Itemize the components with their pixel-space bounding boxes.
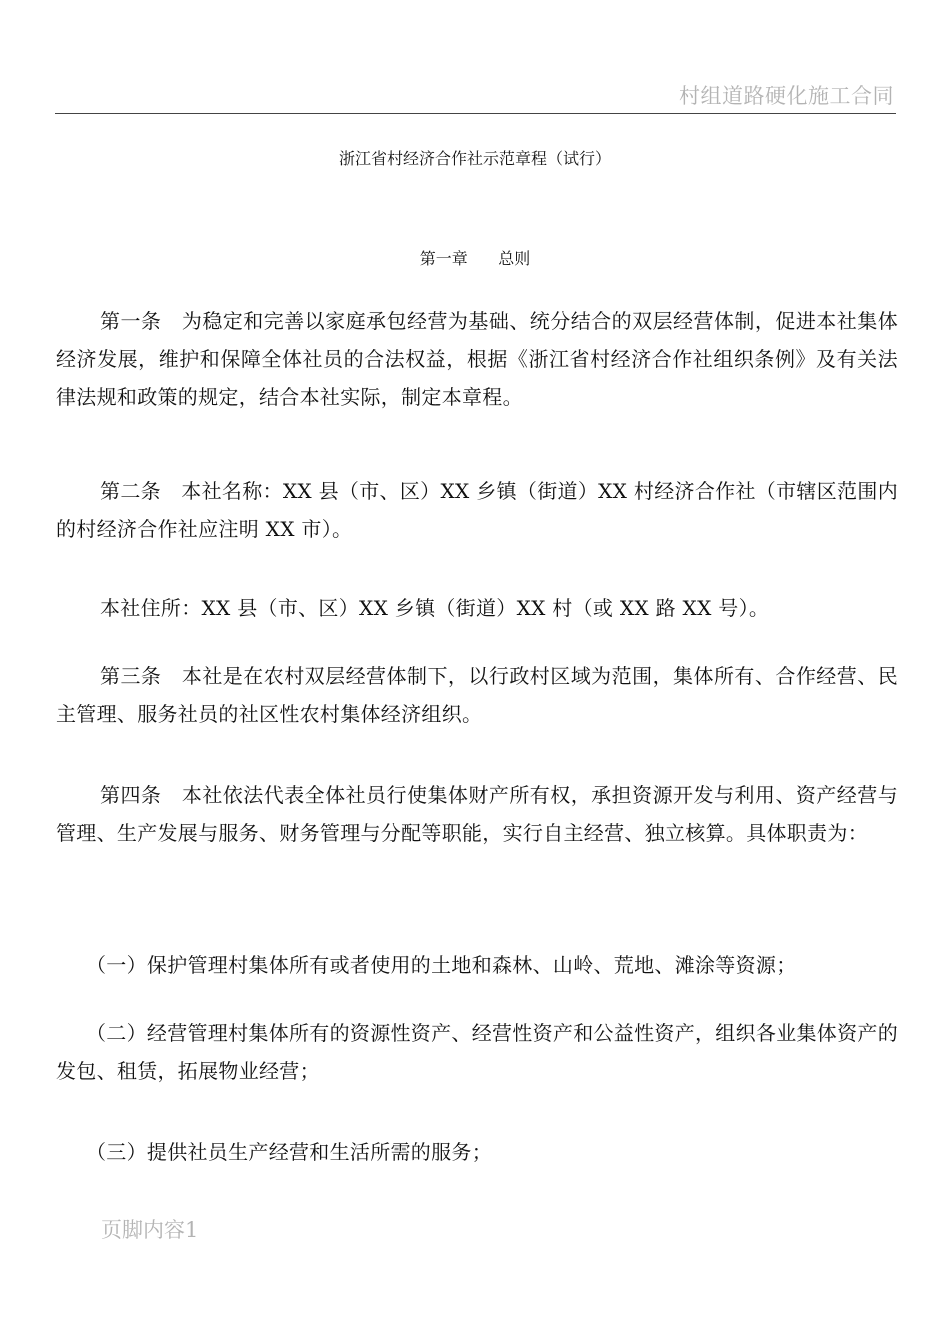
article-2: 第二条 本社名称：XX 县（市、区）XX 乡镇（街道）XX 村经济合作社（市辖区范围内的村经济合作社应注明 XX 市）。	[56, 479, 898, 541]
duty-item-1: （一）保护管理村集体所有或者使用的土地和森林、山岭、荒地、滩涂等资源；	[86, 953, 797, 977]
chapter-heading	[0, 246, 950, 269]
duty-item-3: （三）提供社员生产经营和生活所需的服务；	[86, 1140, 492, 1164]
article-4: 第四条 本社依法代表全体社员行使集体财产所有权，承担资源开发与利用、资产经营与管理、生产发展与服务、财务管理与分配等职能，实行自主经营、独立核算。具体职责为：	[56, 783, 898, 845]
header-title: 村组道路硬化施工合同	[679, 84, 894, 108]
chapter-name: 总则	[498, 249, 531, 268]
article-3: 第三条 本社是在农村双层经营体制下，以行政村区域为范围，集体所有、合作经营、民主管理、服务社员的社区性农村集体经济组织。	[56, 664, 898, 726]
duty-item-2: （二）经营管理村集体所有的资源性资产、经营性资产和公益性资产，组织各业集体资产的发包、租赁，拓展物业经营；	[56, 1021, 898, 1083]
page-footer: 页脚内容1	[101, 1218, 199, 1242]
article-2-address: 本社住所：XX 县（市、区）XX 乡镇（街道）XX 村（或 XX 路 XX 号）。	[100, 596, 770, 620]
article-1: 第一条 为稳定和完善以家庭承包经营为基础、统分结合的双层经营体制，促进本社集体经济发展，维护和保障全体社员的合法权益，根据《浙江省村经济合作社组织条例》及有关法律法规和政策的规定，结合本社实际，制定本章程。	[56, 309, 898, 409]
header-divider	[55, 113, 896, 114]
document-title: 浙江省村经济合作社示范章程（试行）	[338, 149, 611, 168]
chapter-number: 第一章	[419, 249, 468, 268]
